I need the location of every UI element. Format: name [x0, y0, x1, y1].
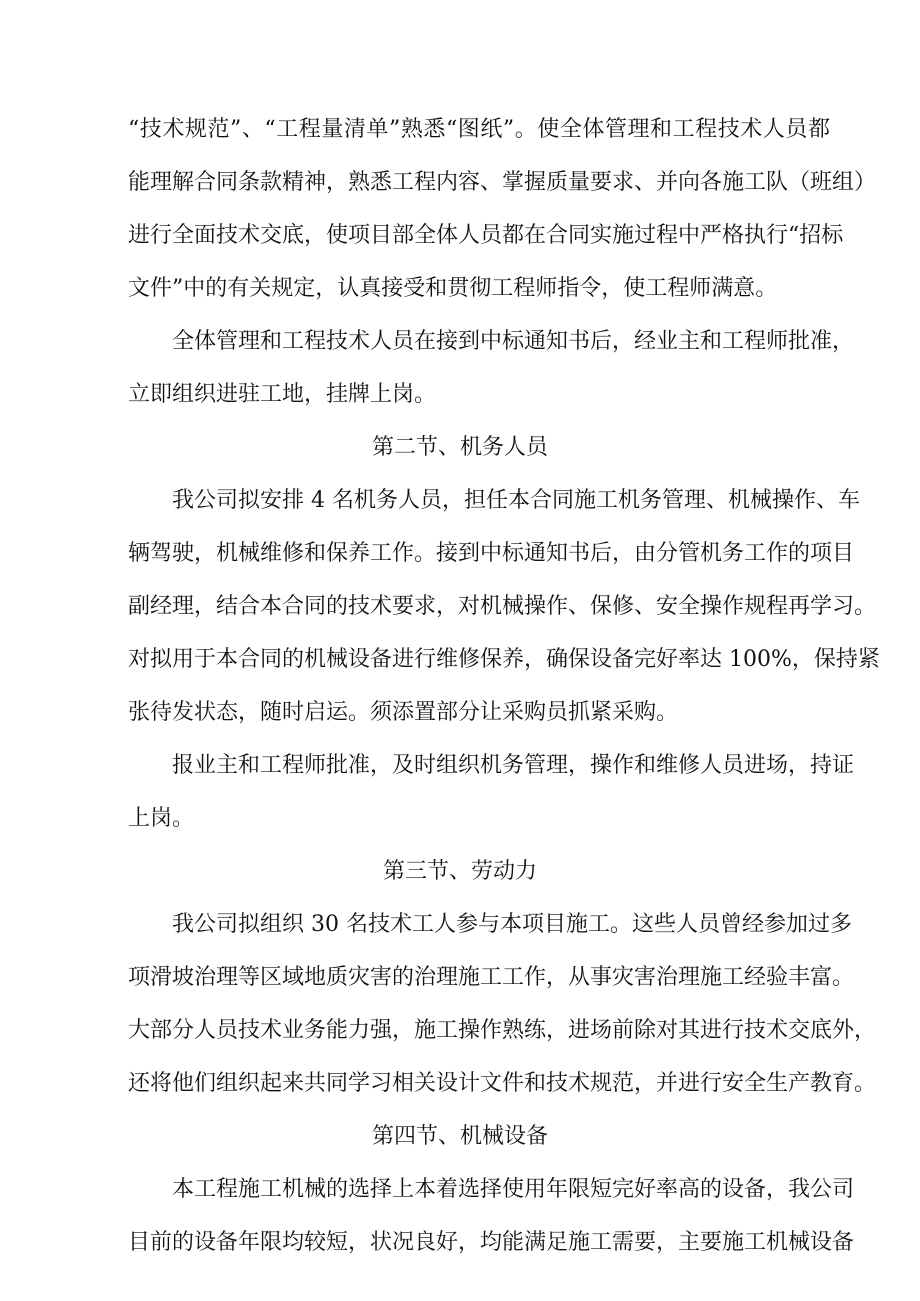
paragraph-3-line-2: 辆驾驶，机械维修和保养工作。接到中标通知书后，由分管机务工作的项目	[128, 541, 855, 566]
paragraph-4-line-1: 报业主和工程师批准，及时组织机务管理，操作和维修人员进场，持证	[172, 753, 855, 778]
paragraph-1-line-3: 进行全面技术交底，使项目部全体人员都在合同实施过程中严格执行“招标	[128, 223, 844, 248]
paragraph-1-line-2: 能理解合同条款精神，熟悉工程内容、掌握质量要求、并向各施工队（班组）	[128, 170, 877, 195]
section-heading-2: 第二节、机务人员	[371, 435, 548, 460]
paragraph-3-line-5: 张待发状态，随时启运。须添置部分让采购员抓紧采购。	[128, 700, 679, 725]
paragraph-3-line-1: 我公司拟安排 4 名机务人员，担任本合同施工机务管理、机械操作、车	[172, 488, 860, 513]
section-heading-3: 第三节、劳动力	[382, 859, 537, 884]
paragraph-6-line-2: 目前的设备年限均较短，状况良好，均能满足施工需要，主要施工机械设备	[128, 1230, 855, 1255]
paragraph-5-line-4: 还将他们组织起来共同学习相关设计文件和技术规范，并进行安全生产教育。	[128, 1071, 877, 1096]
paragraph-1-line-1: “技术规范”、“工程量清单”熟悉“图纸”。使全体管理和工程技术人员都	[128, 117, 830, 142]
paragraph-4-line-2: 上岗。	[128, 806, 195, 831]
paragraph-5-line-3: 大部分人员技术业务能力强，施工操作熟练，进场前除对其进行技术交底外，	[128, 1018, 877, 1043]
paragraph-5-line-1: 我公司拟组织 30 名技术工人参与本项目施工。这些人员曾经参加过多	[172, 912, 852, 937]
paragraph-6-line-1: 本工程施工机械的选择上本着选择使用年限短完好率高的设备，我公司	[172, 1177, 855, 1202]
paragraph-3-line-3: 副经理，结合本合同的技术要求，对机械操作、保修、安全操作规程再学习。	[128, 594, 877, 619]
paragraph-2-line-1: 全体管理和工程技术人员在接到中标通知书后，经业主和工程师批准，	[172, 329, 855, 354]
paragraph-2-line-2: 立即组织进驻工地，挂牌上岗。	[128, 382, 437, 407]
paragraph-1-line-4: 文件”中的有关规定，认真接受和贯彻工程师指令，使工程师满意。	[128, 276, 778, 301]
paragraph-3-line-4: 对拟用于本合同的机械设备进行维修保养，确保设备完好率达 100%，保持紧	[128, 647, 880, 672]
section-heading-4: 第四节、机械设备	[371, 1124, 548, 1149]
paragraph-5-line-2: 项滑坡治理等区域地质灾害的治理施工工作，从事灾害治理施工经验丰富。	[128, 965, 855, 990]
